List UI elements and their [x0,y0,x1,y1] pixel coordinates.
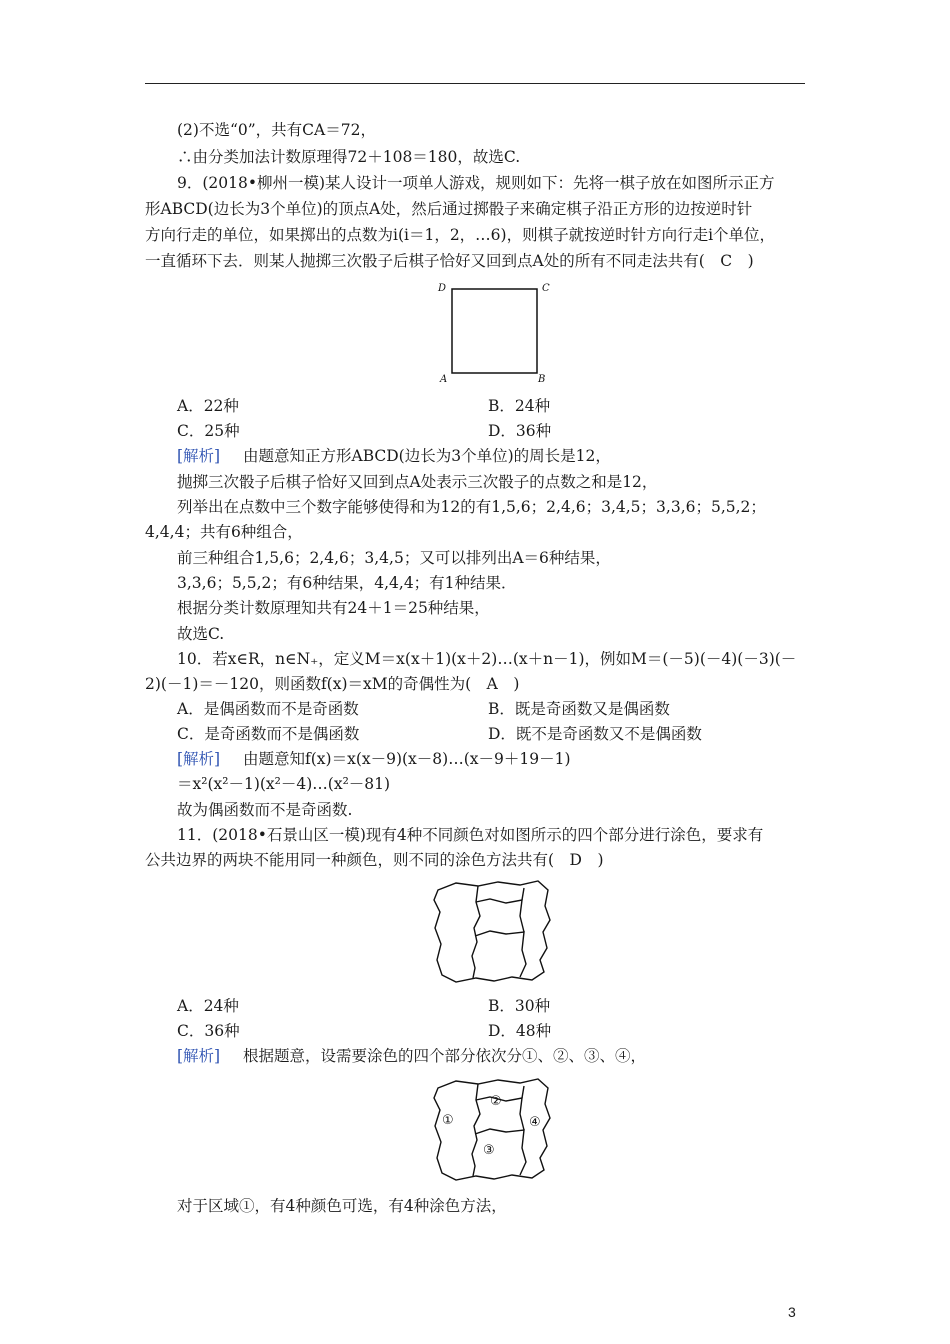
question-10-line: 10．若x∈R，n∈N₊，定义M＝x(x＋1)(x＋2)…(x＋n－1)，例如M＝(－5)(－4)(－3)(－ [177,650,797,668]
solution-line: 对于区域①，有4种颜色可选，有4种涂色方法， [177,1197,507,1215]
option-c: C．36种 [177,1022,240,1040]
solution-line: 故为偶函数而不是奇函数. [177,801,353,819]
vertex-d-label: D [438,283,447,294]
option-d: D．36种 [488,422,552,440]
region-4-label: ④ [529,1115,541,1130]
question-10-line: 2)(－1)＝－120，则函数f(x)＝xM的奇偶性为( A ) [145,675,520,693]
question-9-line: 9．(2018•柳州一模)某人设计一项单人游戏，规则如下：先将一棋子放在如图所示正方 [177,174,775,192]
vertex-b-label: B [538,374,546,385]
solution-line: 由题意知正方形ABCD(边长为3个单位)的周长是12， [243,447,611,465]
region-3-label: ③ [483,1143,495,1158]
option-b: B．既是奇函数又是偶函数 [488,700,670,718]
option-c: C．25种 [177,422,240,440]
vertex-c-label: C [542,283,550,294]
solution-line: 3,3,6；5,5,2；有6种结果，4,4,4；有1种结果． [177,574,517,592]
analysis-tag: [解析] [177,750,221,768]
option-d: D．既不是奇函数又不是偶函数 [488,725,702,743]
question-9-line: 一直循环下去．则某人抛掷三次骰子后棋子恰好又回到点A处的所有不同走法共有( C ) [145,252,754,270]
solution-line: ＝x²(x²－1)(x²－4)…(x²－81) [177,775,391,793]
solution-line: 故选C. [177,625,225,643]
option-a: A．22种 [177,397,239,415]
solution-line: 4,4,4；共有6种组合， [145,523,303,541]
square-abcd-figure [430,280,560,390]
option-c: C．是奇函数而不是偶函数 [177,725,360,743]
region-2-label: ② [490,1094,502,1109]
option-b: B．24种 [488,397,551,415]
labelled-region-map-figure [428,1074,558,1186]
header-rule [145,83,805,84]
question-11-line: 公共边界的两块不能用同一种颜色，则不同的涂色方法共有( D ) [145,851,604,869]
page-number: 3 [788,1304,796,1320]
solution-line: 根据题意，设需要涂色的四个部分依次分①、②、③、④， [243,1047,647,1065]
question-9-line: 形ABCD(边长为3个单位)的顶点A处，然后通过掷骰子来确定棋子沿正方形的边按逆时针 [145,200,753,218]
question-9-line: 方向行走的单位，如果掷出的点数为i(i＝1，2，…6)，则棋子就按逆时针方向行走i个单位， [145,226,776,244]
solution-line: 根据分类计数原理知共有24＋1＝25种结果， [177,599,490,617]
four-region-map-figure [428,876,558,988]
option-a: A．是偶函数而不是奇函数 [177,700,359,718]
solution-line: 由题意知f(x)＝x(x－9)(x－8)…(x－9＋19－1) [243,750,571,768]
solution-line: 列举出在点数中三个数字能够使得和为12的有1,5,6；2,4,6；3,4,5；3,3,6；5,5,2； [177,498,766,516]
region-1-label: ① [442,1113,454,1128]
solution-line: 前三种组合1,5,6；2,4,6；3,4,5；又可以排列出A＝6种结果， [177,549,611,567]
question-11-line: 11．(2018•石景山区一模)现有4种不同颜色对如图所示的四个部分进行涂色，要求有 [177,826,764,844]
vertex-a-label: A [440,374,448,385]
option-a: A．24种 [177,997,239,1015]
solution-line: 抛掷三次骰子后棋子恰好又回到点A处表示三次骰子的点数之和是12， [177,473,658,491]
text-line: ∴由分类加法计数原理得72＋108＝180，故选C. [177,148,521,166]
analysis-tag: [解析] [177,1047,221,1065]
option-d: D．48种 [488,1022,552,1040]
analysis-tag: [解析] [177,447,221,465]
option-b: B．30种 [488,997,551,1015]
text-line: (2)不选“0”，共有CA＝72， [177,121,376,139]
